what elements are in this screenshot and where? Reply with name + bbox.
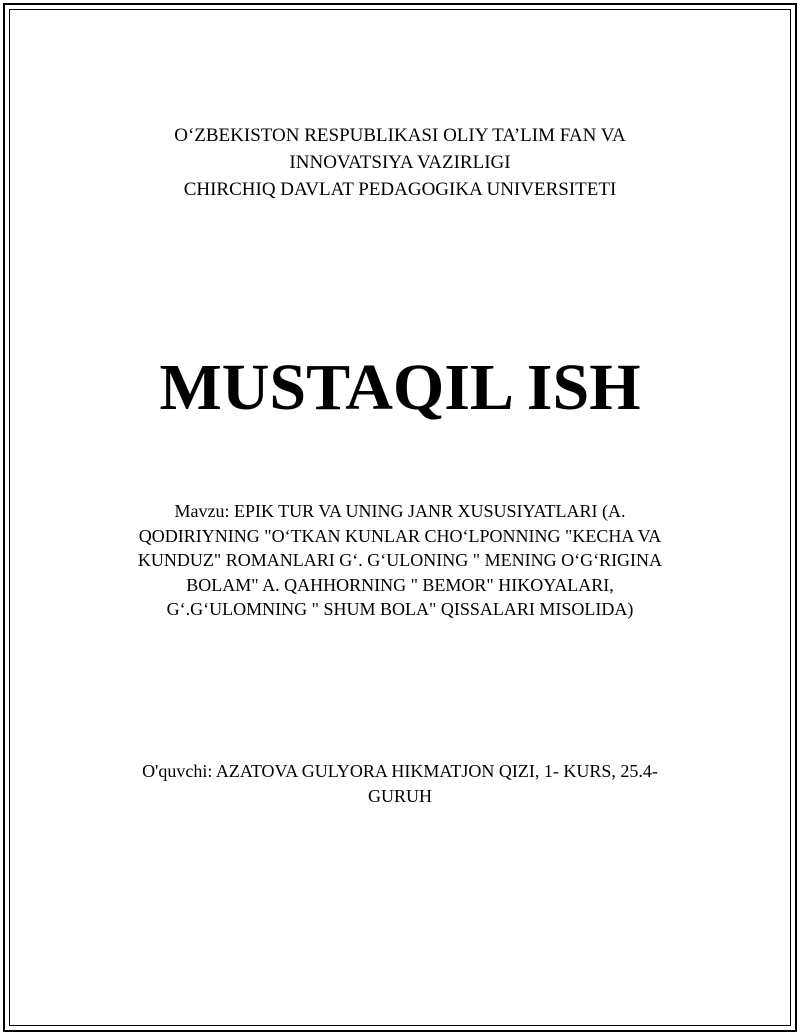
topic-block	[120, 499, 680, 622]
topic-line: G‘.G‘ULOMNING " SHUM BOLA" QISSALARI MISOLIDA)	[166, 599, 634, 619]
topic-line: BOLAM" A. QAHHORNING " BEMOR" HIKOYALARI,	[186, 574, 614, 595]
student-line: GURUH	[367, 785, 432, 806]
header-line-university: CHIRCHIQ DAVLAT PEDAGOGIKA UNIVERSITETI	[183, 179, 617, 200]
topic-line: QODIRIYNING "O‘TKAN KUNLAR CHO‘LPONNING "KECHA VA	[138, 525, 662, 546]
document-title: MUSTAQIL ISH	[159, 351, 641, 424]
institution-header	[0, 122, 800, 203]
student-line: O'quvchi: AZATOVA GULYORA HIKMATJON QIZI, 1- KURS, 25.4-	[142, 761, 658, 781]
student-info	[110, 759, 690, 808]
topic-line: KUNDUZ" ROMANLARI G‘. G‘ULONING " MENING O‘G‘RIGINA	[137, 550, 663, 570]
header-line-ministry: O‘ZBEKISTON RESPUBLIKASI OLIY TA’LIM FAN VA	[174, 125, 626, 146]
topic-line: Mavzu: EPIK TUR VA UNING JANR XUSUSIYATLARI (A.	[174, 501, 626, 521]
header-line-ministry-cont: INNOVATSIYA VAZIRLIGI	[289, 152, 511, 173]
